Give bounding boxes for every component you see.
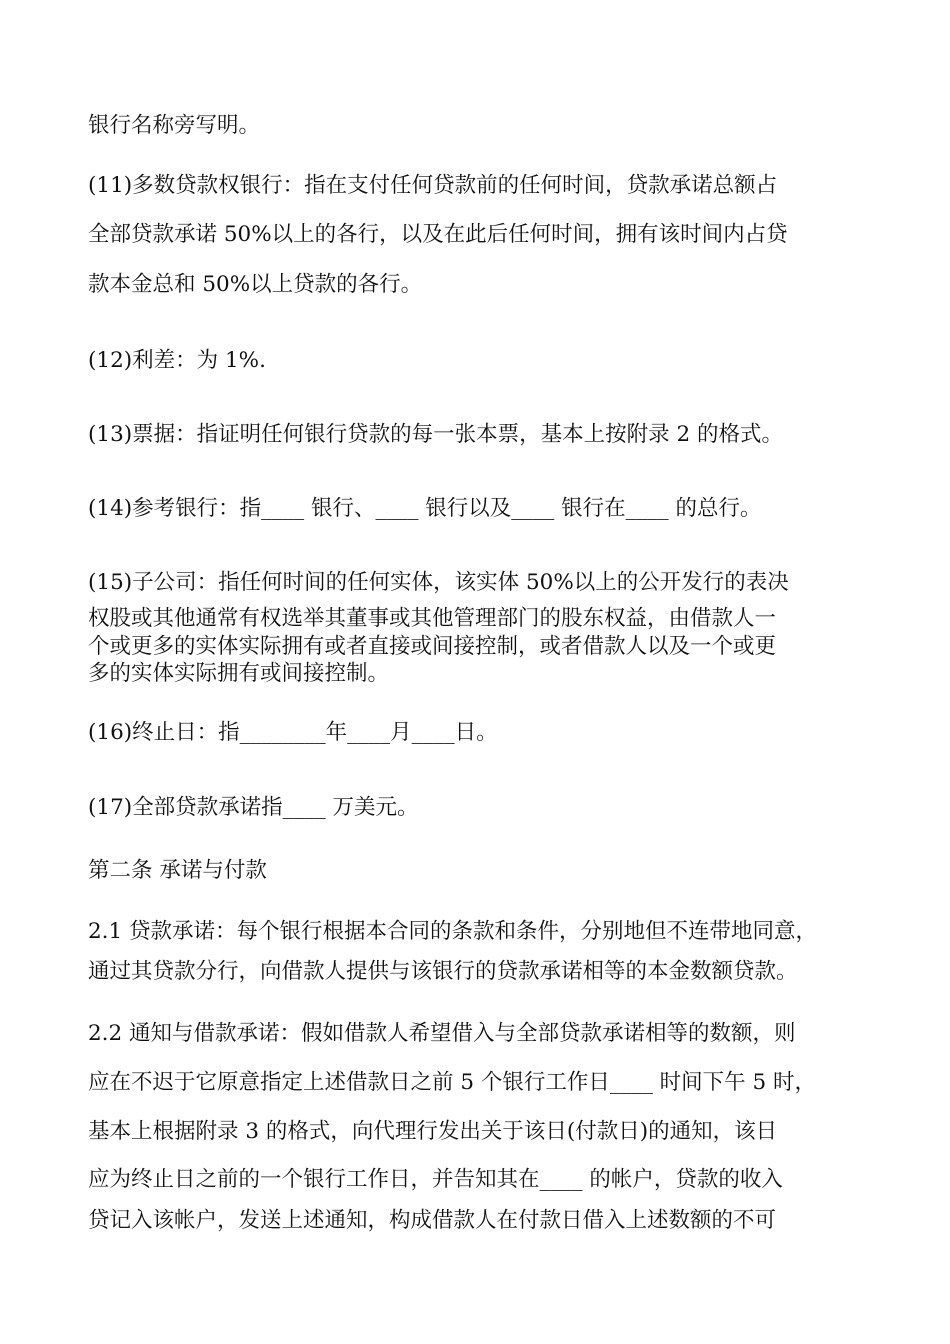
text-line: 多的实体实际拥有或间接控制。 xyxy=(88,661,390,686)
text-line: 2.1 贷款承诺：每个银行根据本合同的条款和条件，分别地但不连带地同意， xyxy=(88,919,818,944)
text-line: 全部贷款承诺 50%以上的各行，以及在此后任何时间，拥有该时间内占贷 xyxy=(88,222,788,247)
text-line: 通过其贷款分行，向借款人提供与该银行的贷款承诺相等的本金数额贷款。 xyxy=(88,959,798,984)
text-line: 基本上根据附录 3 的格式，向代理行发出关于该日(付款日)的通知，该日 xyxy=(88,1119,778,1144)
text-line: 银行名称旁写明。 xyxy=(88,113,261,138)
text-line: 权股或其他通常有权选举其董事或其他管理部门的股东权益，由借款人一 xyxy=(88,606,777,631)
text-line: (16)终止日：指________年____月____日。 xyxy=(88,720,498,745)
text-line: (13)票据：指证明任何银行贷款的每一张本票，基本上按附录 2 的格式。 xyxy=(88,422,783,447)
text-line: 贷记入该帐户，发送上述通知，构成借款人在付款日借入上述数额的不可 xyxy=(88,1208,777,1233)
text-line: 2.2 通知与借款承诺：假如借款人希望借入与全部贷款承诺相等的数额，则 xyxy=(88,1021,796,1046)
text-line: (17)全部贷款承诺指____ 万美元。 xyxy=(88,795,419,820)
section-heading: 第二条 承诺与付款 xyxy=(88,858,267,883)
text-line: (15)子公司：指任何时间的任何实体，该实体 50%以上的公开发行的表决 xyxy=(88,570,789,595)
text-line: (11)多数贷款权银行：指在支付任何贷款前的任何时间，贷款承诺总额占 xyxy=(88,173,778,198)
text-line: 应为终止日之前的一个银行工作日，并告知其在____ 的帐户，贷款的收入 xyxy=(88,1167,783,1192)
text-line: (14)参考银行：指____ 银行、____ 银行以及____ 银行在____ 的总行。 xyxy=(88,496,762,521)
text-line: (12)利差：为 1%. xyxy=(88,348,266,373)
text-line: 应在不迟于它原意指定上述借款日之前 5 个银行工作日____ 时间下午 5 时， xyxy=(88,1070,817,1095)
text-line: 个或更多的实体实际拥有或者直接或间接控制，或者借款人以及一个或更 xyxy=(88,634,777,659)
text-line: 款本金总和 50%以上贷款的各行。 xyxy=(88,272,423,297)
